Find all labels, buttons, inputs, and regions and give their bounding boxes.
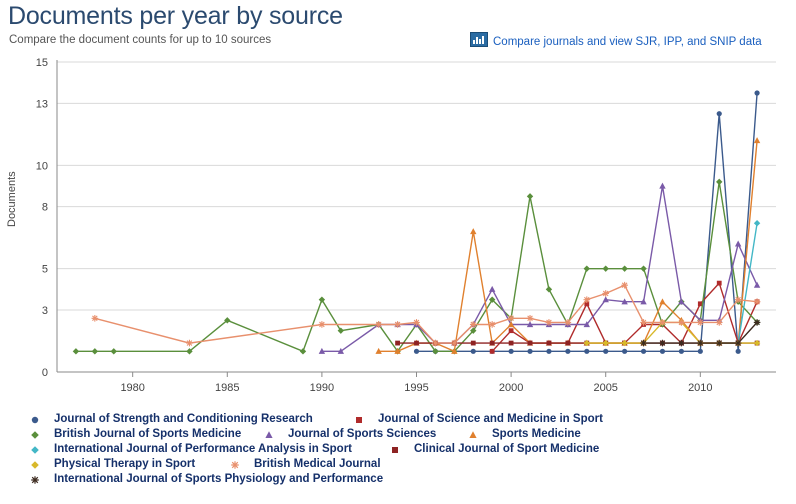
data-point-marker: [754, 220, 760, 226]
data-point-marker: [754, 319, 761, 326]
page-title: Documents per year by source: [8, 2, 343, 30]
data-point-marker: [490, 349, 495, 354]
data-point-marker: [489, 321, 496, 328]
data-point-marker: [471, 341, 476, 346]
data-point-marker: [471, 349, 476, 354]
data-point-marker: [92, 348, 98, 354]
data-point-marker: [509, 328, 514, 333]
legend-item[interactable]: [466, 427, 581, 443]
data-point-marker: [602, 290, 609, 297]
data-point-marker: [678, 340, 685, 347]
x-tick-label: 2010: [688, 382, 713, 392]
data-point-marker: [470, 228, 476, 234]
legend-item[interactable]: [28, 427, 241, 443]
legend-row: [0, 472, 796, 487]
y-tick-label: 10: [35, 160, 48, 173]
y-tick-label: 13: [35, 98, 48, 111]
data-point-marker: [490, 341, 495, 346]
data-point-marker: [547, 341, 552, 346]
data-point-marker: [716, 319, 723, 326]
data-point-marker: [678, 319, 685, 326]
legend-item-label: Journal of Science and Medicine in Sport: [378, 413, 603, 425]
legend-row: [0, 442, 796, 457]
legend-item-label: British Medical Journal: [254, 458, 381, 470]
data-point-marker: [698, 349, 703, 354]
y-tick-label: 0: [41, 367, 48, 379]
data-point-marker: [394, 321, 401, 328]
y-axis-label: Documents: [6, 171, 18, 227]
data-point-marker: [659, 319, 666, 326]
data-point-marker: [111, 348, 117, 354]
data-point-marker: [659, 340, 666, 347]
data-point-marker: [640, 265, 646, 271]
legend-marker-wrap: [388, 444, 414, 456]
legend-item-label: Journal of Strength and Conditioning Research: [54, 413, 313, 425]
legend-item[interactable]: [28, 442, 352, 458]
data-point-marker: [735, 240, 741, 246]
x-tick-label: 2005: [593, 382, 618, 392]
legend-item-label: Clinical Journal of Sport Medicine: [414, 443, 600, 455]
legend-marker: [228, 459, 242, 471]
data-point-marker: [603, 349, 608, 354]
data-point-marker: [621, 282, 628, 289]
legend-item-label: International Journal of Sports Physiology and Performance: [54, 473, 384, 485]
legend-item-label: Journal of Sports Sciences: [288, 428, 437, 440]
data-point-marker: [697, 340, 704, 347]
legend-item-label: Physical Therapy in Sport: [54, 458, 196, 470]
legend-marker-wrap: [262, 429, 288, 441]
data-point-marker: [319, 321, 326, 328]
data-point-marker: [584, 265, 590, 271]
legend-marker-wrap: [28, 429, 54, 441]
data-point-marker: [414, 349, 419, 354]
data-point-marker: [754, 282, 760, 288]
legend-marker: [466, 429, 480, 441]
x-tick-label: 2000: [498, 382, 524, 392]
legend-marker: [28, 414, 42, 426]
data-point-marker: [73, 348, 79, 354]
data-point-marker: [584, 349, 589, 354]
chart-series: [716, 220, 760, 346]
data-point-marker: [565, 319, 572, 326]
data-point-marker: [717, 111, 722, 116]
y-tick-label: 5: [41, 263, 48, 276]
legend-marker: [28, 429, 42, 441]
legend-marker: [352, 414, 366, 426]
data-point-marker: [716, 179, 722, 185]
data-point-marker: [413, 319, 420, 326]
data-point-marker: [395, 341, 400, 346]
data-point-marker: [451, 340, 458, 347]
data-point-marker: [414, 341, 419, 346]
data-point-marker: [641, 349, 646, 354]
data-point-marker: [736, 349, 741, 354]
y-tick-label: 8: [41, 201, 48, 214]
data-point-marker: [659, 183, 665, 189]
data-point-marker: [754, 298, 761, 305]
legend-item[interactable]: [28, 412, 313, 428]
data-point-marker: [717, 281, 722, 286]
legend-marker: [262, 429, 276, 441]
data-point-marker: [186, 340, 193, 347]
data-point-marker: [546, 349, 551, 354]
data-point-marker: [509, 341, 514, 346]
legend-item[interactable]: [28, 472, 383, 488]
legend-item[interactable]: [262, 427, 436, 443]
x-tick-label: 1980: [120, 382, 145, 392]
data-point-marker: [546, 319, 553, 326]
legend-marker-wrap: [352, 414, 378, 426]
data-point-marker: [375, 321, 382, 328]
legend-marker-wrap: [28, 444, 54, 456]
legend-item[interactable]: [228, 457, 381, 473]
legend-marker: [388, 444, 402, 456]
chart-series: [92, 282, 761, 346]
legend-marker-wrap: [466, 429, 492, 441]
chart-legend: [0, 412, 796, 487]
x-tick-label: 1985: [215, 382, 240, 392]
data-point-marker: [527, 349, 532, 354]
data-point-marker: [528, 341, 533, 346]
data-point-marker: [735, 296, 742, 303]
legend-marker-wrap: [28, 474, 54, 486]
chart-series: [584, 319, 761, 346]
data-point-marker: [754, 90, 759, 95]
data-point-marker: [489, 286, 495, 292]
legend-item[interactable]: [28, 457, 195, 473]
legend-marker: [28, 444, 42, 456]
data-point-marker: [508, 315, 515, 322]
data-point-marker: [583, 296, 590, 303]
data-point-marker: [300, 348, 306, 354]
legend-item-label: International Journal of Performance Analysis in Sport: [54, 443, 352, 455]
data-point-marker: [527, 193, 533, 199]
data-point-marker: [565, 341, 570, 346]
data-point-marker: [546, 286, 552, 292]
legend-item[interactable]: [388, 442, 599, 458]
data-point-marker: [527, 315, 534, 322]
legend-marker-wrap: [28, 414, 54, 426]
y-tick-label: 3: [41, 305, 48, 317]
data-point-marker: [660, 349, 665, 354]
legend-item-label: Sports Medicine: [492, 428, 581, 440]
chart-plot-area: [0, 52, 796, 392]
data-point-marker: [640, 340, 647, 347]
data-point-marker: [754, 137, 760, 143]
data-point-marker: [92, 315, 99, 322]
data-point-marker: [622, 349, 627, 354]
data-point-marker: [697, 319, 704, 326]
compare-journals-link[interactable]: Compare journals and view SJR, IPP, and SNIP data: [493, 36, 762, 48]
data-point-marker: [679, 349, 684, 354]
data-point-marker: [509, 349, 514, 354]
legend-item-label: British Journal of Sports Medicine: [54, 428, 242, 440]
bar-chart-icon: [470, 32, 488, 47]
data-point-marker: [432, 340, 439, 347]
data-point-marker: [470, 321, 477, 328]
data-point-marker: [735, 340, 742, 347]
legend-row: [0, 457, 796, 472]
x-tick-label: 1995: [404, 382, 429, 392]
data-point-marker: [640, 319, 647, 326]
x-tick-label: 1990: [309, 382, 335, 392]
data-point-marker: [716, 340, 723, 347]
legend-marker: [28, 474, 42, 486]
data-point-marker: [319, 296, 325, 302]
series-line: [587, 322, 757, 343]
legend-marker: [28, 459, 42, 471]
legend-marker-wrap: [228, 459, 254, 471]
legend-item[interactable]: [352, 412, 603, 428]
legend-row: [0, 427, 796, 442]
legend-marker-wrap: [28, 459, 54, 471]
data-point-marker: [621, 265, 627, 271]
data-point-marker: [603, 265, 609, 271]
data-point-marker: [659, 298, 665, 304]
legend-row: [0, 412, 796, 427]
compare-journals-link-wrap: [470, 32, 762, 48]
chart-svg: [0, 52, 796, 392]
page-subtitle: Compare the document counts for up to 10 sources: [9, 34, 272, 46]
data-point-marker: [565, 349, 570, 354]
chart-series: [414, 90, 760, 354]
series-line: [417, 93, 758, 351]
y-tick-label: 15: [35, 57, 48, 69]
data-point-marker: [338, 327, 344, 333]
